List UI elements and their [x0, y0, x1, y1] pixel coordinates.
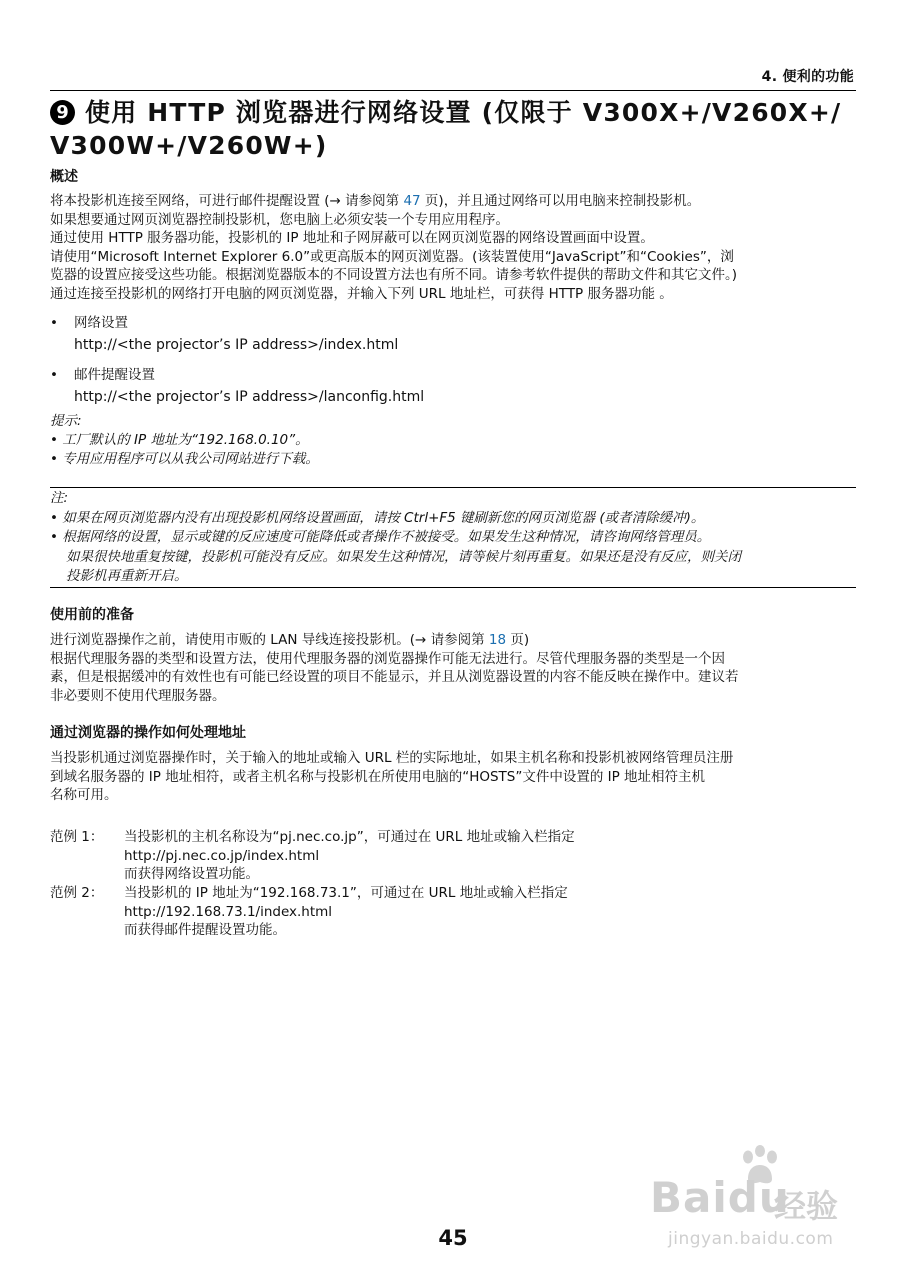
tips-block [50, 412, 319, 469]
preparation-line-1 [50, 631, 856, 650]
preparation-line-3: 素，但是根据缓冲的有效性也有可能已经设置的项目不能显示，并且从浏览器设置的内容不能反映在操作中。建议若 [50, 669, 739, 685]
page-number: 45 [438, 1226, 468, 1250]
note-item-1: • 如果在网页浏览器内没有出现投影机网络设置画面，请按 Ctrl+F5 键刷新您的网页浏览器 (或者清除缓冲)。 [50, 509, 705, 526]
section-number-badge: 9 [50, 100, 75, 125]
preparation-line-1-text: 进行浏览器操作之前，请使用市贩的 LAN 导线连接投影机。(→ 请参阅第 [50, 632, 489, 648]
overview-heading: 概述 [50, 169, 78, 185]
tip-item-2: • 专用应用程序可以从我公司网站进行下载。 [50, 451, 319, 467]
tip-item-1: • 工厂默认的 IP 地址为“192.168.0.10”。 [50, 432, 309, 448]
chapter-label: 4. 便利的功能 [761, 69, 854, 85]
note-block [50, 489, 858, 587]
bullet-dot: • [50, 315, 58, 331]
watermark-brand [650, 1173, 790, 1222]
bullet-label: 网络设置 [74, 315, 128, 331]
address-line-1: 当投影机通过浏览器操作时，关于输入的地址或输入 URL 栏的实际地址，如果主机名称和投影机被网络管理员注册 [50, 750, 734, 766]
address-paragraph [50, 749, 856, 805]
preparation-line-2: 根据代理服务器的类型和设置方法，使用代理服务器的浏览器操作可能无法进行。尽管代理服务器的类型是一个因 [50, 650, 725, 667]
page-link-18[interactable]: 18 [488, 632, 507, 648]
note-item-2-cont-2: 投影机再重新开启。 [66, 568, 188, 584]
example-2 [50, 884, 568, 940]
preparation-line-1-tail: 页) [506, 632, 530, 648]
example-result: 而获得网络设置功能。 [124, 866, 259, 882]
bullet-label: 邮件提醒设置 [74, 367, 155, 383]
overview-line-5: 览器的设置应接受这些功能。根据浏览器版本的不同设置方法也有所不同。请参考软件提供的帮助文件和其它文件。) [50, 267, 738, 283]
overview-line-2: 如果想要通过网页浏览器控制投影机，您电脑上必须安装一个专用应用程序。 [50, 211, 509, 228]
url-index: http://<the projector’s IP address>/index.html [74, 337, 399, 353]
watermark-brand-part-1: Bai [650, 1173, 728, 1222]
preparation-heading: 使用前的准备 [50, 607, 134, 623]
overview-line-3: 通过使用 HTTP 服务器功能，投影机的 IP 地址和子网屏蔽可以在网页浏览器的网络设置画面中设置。 [50, 230, 654, 246]
page-link-47[interactable]: 47 [403, 193, 421, 209]
address-line-2: 到域名服务器的 IP 地址相符，或者主机名称与投影机在所使用电脑的“HOSTS”文件中设置的 IP 地址相符主机 [50, 768, 706, 785]
watermark-label: 经验 [774, 1187, 839, 1225]
example-1 [50, 828, 575, 884]
overview-paragraph [50, 192, 856, 303]
preparation-line-4: 非必要则不使用代理服务器。 [50, 687, 226, 704]
example-label: 范例 1： [50, 829, 104, 845]
note-item-2: • 根据网络的设置，显示或键的反应速度可能降低或者操作不被接受。如果发生这种情况，请咨询网络管理员。 [50, 529, 711, 545]
note-rule-bottom [50, 587, 856, 588]
watermark-brand-part-2: du [727, 1173, 790, 1222]
header-rule [50, 90, 856, 91]
bullet-dot: • [50, 367, 58, 383]
example-result: 而获得邮件提醒设置功能。 [124, 922, 286, 938]
overview-line-4: 请使用“Microsoft Internet Explorer 6.0”或更高版本的网页浏览器。(该装置使用“JavaScript”和“Cookies”，浏 [50, 248, 734, 265]
title-line-1: 使用 HTTP 浏览器进行网络设置 (仅限于 V300X+/V260X+/ [85, 98, 842, 127]
example-line-1: 当投影机的 IP 地址为“192.168.73.1”，可通过在 URL 地址或输入栏指定 [124, 885, 568, 901]
example-line-1: 当投影机的主机名称设为“pj.nec.co.jp”，可通过在 URL 地址或输入栏指定 [124, 829, 575, 845]
address-heading: 通过浏览器的操作如何处理地址 [50, 725, 246, 741]
preparation-paragraph [50, 631, 856, 705]
overview-line-1-tail: 页)，并且通过网络可以用电脑来控制投影机。 [420, 193, 701, 209]
example-label: 范例 2： [50, 885, 104, 901]
overview-line-1-text: 将本投影机连接至网络，可进行邮件提醒设置 (→ 请参阅第 [50, 193, 404, 209]
overview-line-1 [50, 192, 856, 211]
page-title [50, 96, 860, 162]
watermark-url: jingyan.baidu.com [668, 1229, 834, 1249]
url-lanconfig: http://<the projector’s IP address>/lanconfig.html [74, 389, 425, 405]
address-line-3: 名称可用。 [50, 787, 118, 803]
example-url: http://pj.nec.co.jp/index.html [124, 847, 320, 864]
note-item-2-cont-1: 如果很快地重复按键，投影机可能没有反应。如果发生这种情况，请等候片刻再重复。如果还是没有反应，则关闭 [66, 548, 741, 565]
title-line-2: V300W+/V260W+) [50, 131, 328, 160]
tips-label: 提示: [50, 413, 82, 429]
bullet-network-settings [50, 311, 128, 331]
overview-line-6: 通过连接至投影机的网络打开电脑的网页浏览器，并输入下列 URL 地址栏，可获得 HTTP 服务器功能 。 [50, 285, 673, 302]
note-label: 注: [50, 490, 69, 506]
note-rule-top [50, 487, 856, 488]
example-url: http://192.168.73.1/index.html [124, 903, 333, 920]
bullet-mail-settings [50, 363, 155, 383]
